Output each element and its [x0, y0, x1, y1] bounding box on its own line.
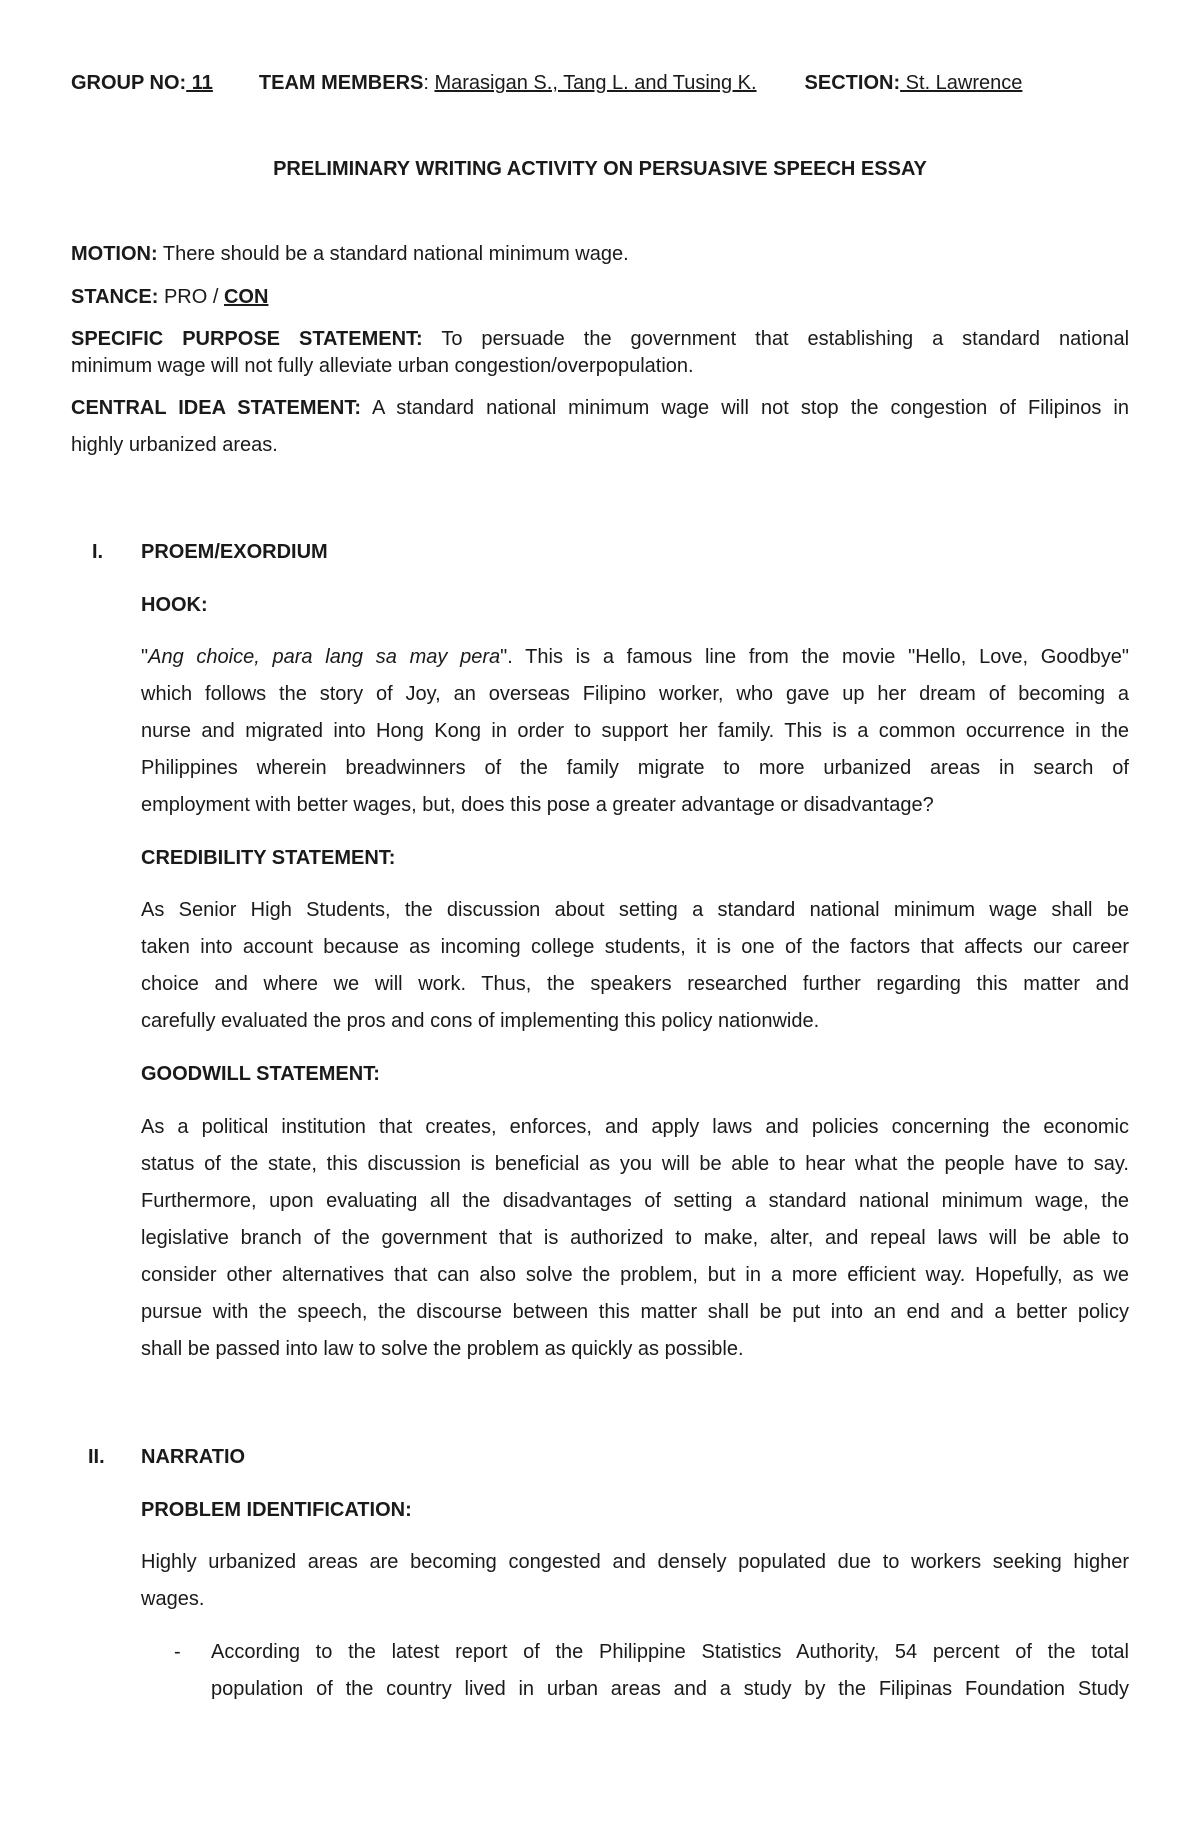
section2-numeral: II. — [88, 1446, 105, 1468]
central-idea-label: CENTRAL IDEA STATEMENT: — [71, 397, 361, 419]
group-value: 11 — [186, 72, 213, 94]
section-value: St. Lawrence — [900, 72, 1023, 94]
credibility-line4: carefully evaluated the pros and cons of implementing this policy nationwide. — [141, 1010, 820, 1032]
section-label: SECTION: — [804, 72, 901, 94]
bullet-line1: According to the latest report of the Philippine Statistics Authority, 54 percent of the total — [211, 1641, 1129, 1663]
goodwill-line1: As a political institution that creates, enforces, and apply laws and policies concerning the economic — [141, 1116, 1129, 1138]
motion-text: There should be a standard national minimum wage. — [157, 243, 629, 265]
stance-pro: PRO / — [158, 286, 224, 308]
goodwill-line2: status of the state, this discussion is beneficial as you will be able to hear what the people have to say. — [141, 1153, 1129, 1175]
group-label: GROUP NO: — [71, 72, 187, 94]
specific-purpose-label: SPECIFIC PURPOSE STATEMENT: — [71, 328, 423, 350]
section1-numeral: I. — [92, 541, 104, 563]
hook-line1: "Ang choice, para lang sa may pera". This is a famous line from the movie "Hello, Love, Goodbye" — [141, 646, 1129, 668]
specific-purpose-line2: minimum wage will not fully alleviate urban congestion/overpopulation. — [71, 355, 694, 377]
section2-title: NARRATIO — [141, 1446, 246, 1468]
stance-line — [71, 286, 268, 309]
goodwill-label: GOODWILL STATEMENT: — [141, 1063, 380, 1085]
central-idea-line2: highly urbanized areas. — [71, 434, 278, 456]
motion-line — [71, 243, 629, 266]
hook-line2: which follows the story of Joy, an overseas Filipino worker, who gave up her dream of becoming a — [141, 683, 1129, 705]
hook-line3: nurse and migrated into Hong Kong in order to support her family. This is a common occurrence in the — [141, 720, 1129, 742]
credibility-label: CREDIBILITY STATEMENT: — [141, 847, 396, 869]
stance-con: CON — [223, 286, 269, 308]
hook-label: HOOK: — [141, 594, 208, 616]
header-line — [71, 72, 1022, 95]
credibility-line2: taken into account because as incoming college students, it is one of the factors that affects our career — [141, 936, 1129, 958]
bullet-line2: population of the country lived in urban areas and a study by the Filipinas Foundation Study — [211, 1678, 1129, 1700]
goodwill-line7: shall be passed into law to solve the problem as quickly as possible. — [141, 1338, 744, 1360]
members-label: TEAM MEMBERS — [258, 72, 424, 94]
central-idea-text1: A standard national minimum wage will not stop the congestion of Filipinos in — [371, 397, 1129, 419]
hook-text1: ". This is a famous line from the movie "Hello, Love, Goodbye" — [500, 646, 1129, 668]
specific-purpose-line1 — [71, 328, 1129, 351]
goodwill-line5: consider other alternatives that can also solve the problem, but in a more efficient way. Hopefully, as we — [141, 1264, 1129, 1286]
goodwill-line4: legislative branch of the government that is authorized to make, alter, and repeal laws will be able to — [141, 1227, 1129, 1249]
motion-label: MOTION: — [71, 243, 158, 265]
hook-line5: employment with better wages, but, does this pose a greater advantage or disadvantage? — [141, 794, 934, 816]
problem-line2: wages. — [141, 1588, 205, 1610]
bullet-marker: - — [174, 1641, 181, 1663]
problem-label: PROBLEM IDENTIFICATION: — [141, 1499, 412, 1521]
goodwill-line6: pursue with the speech, the discourse between this matter shall be put into an end and a better policy — [141, 1301, 1129, 1323]
central-idea-line1 — [71, 397, 1129, 420]
credibility-line1: As Senior High Students, the discussion about setting a standard national minimum wage shall be — [141, 899, 1129, 921]
hook-line4: Philippines wherein breadwinners of the family migrate to more urbanized areas in search of — [141, 757, 1129, 779]
specific-purpose-text1: To persuade the government that establishing a standard national — [441, 328, 1130, 350]
credibility-line3: choice and where we will work. Thus, the speakers researched further regarding this matter and — [141, 973, 1129, 995]
hook-quote: Ang choice, para lang sa may pera — [148, 646, 501, 668]
section1-title: PROEM/EXORDIUM — [141, 541, 328, 563]
members-colon: : — [423, 72, 435, 94]
members-value: Marasigan S., Tang L. and Tusing K. — [434, 72, 757, 94]
problem-line1: Highly urbanized areas are becoming congested and densely populated due to workers seeking higher — [141, 1551, 1129, 1573]
page-title: PRELIMINARY WRITING ACTIVITY ON PERSUASIVE SPEECH ESSAY — [273, 158, 927, 180]
goodwill-line3: Furthermore, upon evaluating all the disadvantages of setting a standard national minimum wage, the — [141, 1190, 1129, 1212]
stance-label: STANCE: — [71, 286, 159, 308]
